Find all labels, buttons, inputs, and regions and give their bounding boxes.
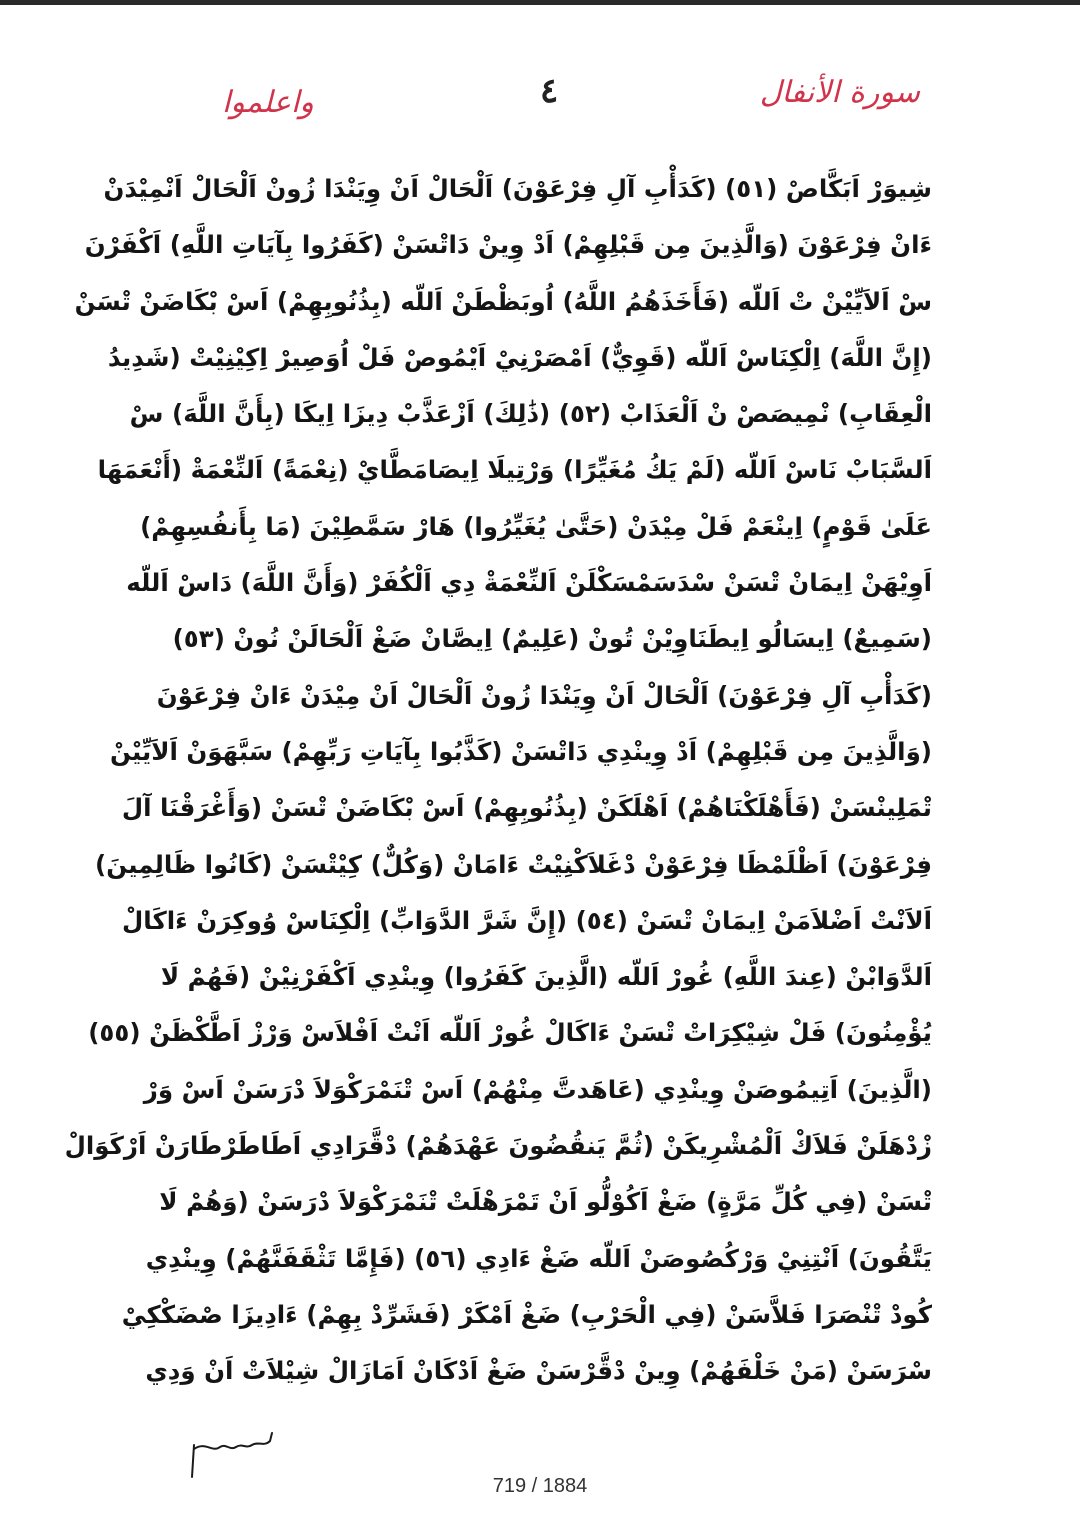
page-number-header: ٤ bbox=[540, 71, 559, 111]
text-line: ءَانْ فِرْعَوْنَ (وَالَّذِينَ مِن قَبْلِهِمْ) اَدْ وِينْ دَاتْسَنْ (كَفَرُوا بِآيَاتِ اللَّهِ) اَكْفَرْنَ bbox=[84, 230, 932, 260]
text-line: (الَّذِينَ) اَتِيمُوصَنْ وِينْدِي (عَاهَدتَّ مِنْهُمْ) اَسْ تْنَمْرَكْوَلاَ دْرَسَنْ اَسْ وَرْ bbox=[143, 1074, 932, 1104]
text-line: تْمَلِينْسَنْ (فَأَهْلَكْنَاهُمْ) اَهْلَكَنْ (بِذُنُوبِهِمْ) اَسْ بْكَاضَنْ تْسَنْ (وَأَغْرَقْنَا آلَ bbox=[121, 793, 932, 823]
text-line: الْعِقَابِ) نْمِيصَصْ نْ اَلْعَذَابْ (٥٢) (ذَٰلِكَ) اَزْعَذَّبْ دِيزَا اِيكَا (بِأَنَّ اللَّهَ) سْ bbox=[129, 399, 932, 429]
text-line: (كَدَأْبِ آلِ فِرْعَوْنَ) اَلْحَالْ اَنْ وِيَنْدَا زُونْ اَلْحَالْ اَنْ مِيْدَنْ ءَانْ فِرْعَوْنَ bbox=[156, 680, 932, 710]
text-line: يُؤْمِنُونَ) فَلْ شِيْكِرَاتْ تْسَنْ ءَاكَالْ غُورْ اَللّه اَنْتْ اَفْلاَسْ وَرْزْ اَطَّكْظَنْ (٥٥) bbox=[88, 1018, 932, 1048]
text-line: سْ اَلاَيِّيْنْ تْ اَللّه (فَأَخَذَهُمُ اللَّهُ) اُوبَظْطَنْ اَللّه (بِذُنُوبِهِمْ) اَسْ بْكَاضَنْ تْسَنْ bbox=[74, 286, 932, 316]
text-line: عَلَىٰ قَوْمٍ) اِينْعَمْ فَلْ مِيْدَنْ (حَتَّىٰ يُغَيِّرُوا) هَارْ سَمَّطِيْنَ (مَا بِأَنفُسِهِمْ) bbox=[140, 511, 932, 541]
page-counter: 719 / 1884 bbox=[492, 1475, 588, 1497]
text-line: شِيوَرْ اَبَكَّاصْ (٥١) (كَدَأْبِ آلِ فِرْعَوْنَ) اَلْحَالْ اَنْ وِيَنْدَا زُونْ اَلْحَالْ اَنْمِيْدَنْ bbox=[103, 174, 932, 203]
text-line: (سَمِيعٌ) اِيسَالُو اِيطَنَاوِيْنْ تُونْ (عَلِيمٌ) اِيصَّانْ ضَغْ اَلْحَالَنْ نُونْ (٥٣) bbox=[172, 624, 932, 654]
section-note-header: واعلموا bbox=[222, 85, 314, 120]
text-line: يَتَّقُونَ) اَنْتِنِيْ وَرْكُصُوصَنْ اَللّه ضَغْ ءَادِي (٥٦) (فَإِمَّا تَثْقَفَنَّهُمْ) وِينْدِي bbox=[145, 1243, 932, 1273]
text-line: كُودْ تْنْصَرَا فَلاَّسَنْ (فِي الْحَرْبِ) ضَغْ اَمْكَرْ (فَشَرِّدْ بِهِمْ) ءَادِيزَا صْضَكْكِيْ bbox=[121, 1299, 932, 1329]
text-line: تْسَنْ (فِي كُلِّ مَرَّةٍ) ضَغْ اَكُوْلُّو اَنْ تَمْرَهْلَتْ تْنَمْرَكْوَلاَ دْرَسَنْ (وَهُمْ لَا bbox=[159, 1187, 932, 1217]
text-line: زْدْهَلَنْ فَلاَكْ اَلْمُشْرِيكَنْ (ثُمَّ يَنقُضُونَ عَهْدَهُمْ) دْقَّرَادِي اَطَاطَرْطَارَنْ اَرْكَوَالْ bbox=[64, 1131, 932, 1161]
text-body bbox=[64, 161, 932, 1400]
text-line: اَلاَنْتْ اَضْلاَمَنْ اِيمَانْ تْسَنْ (٥٤) (إِنَّ شَرَّ الدَّوَابِّ) اِلْكِنَاسْ وُوكِرَنْ ءَاكَالْ bbox=[122, 905, 932, 935]
text-line: اَوِيْهَنْ اِيمَانْ تْسَنْ سْدَسَمْسَكْلَنْ اَلنِّعْمَةْ دِي اَلْكُفَرْ (وَأَنَّ اللَّهَ) دَاسْ اَللّه bbox=[126, 568, 932, 598]
handwritten-catchword bbox=[186, 1427, 282, 1479]
text-line: (وَالَّذِينَ مِن قَبْلِهِمْ) اَدْ وِينْدِي دَاتْسَنْ (كَذَّبُوا بِآيَاتِ رَبِّهِمْ) سَبَّهَوَنْ اَلاَيِّيْنْ bbox=[109, 736, 932, 766]
text-line: سْرَسَنْ (مَنْ خَلْفَهُمْ) وِينْ دْقَّرْسَنْ ضَغْ اَدْكَانْ اَمَازَالْ شِيْلاَتْ اَنْ وَدِي bbox=[145, 1356, 932, 1386]
text-line: اَلسَّبَابْ نَاسْ اَللّه (لَمْ يَكُ مُغَيِّرًا) وَرْتِيلَا اِيصَامَطَّايْ (نِعْمَةً) اَلنِّعْمَةْ (أَنْعَمَهَا bbox=[97, 455, 932, 485]
text-line: فِرْعَوْنَ) اَظْلَمْظَا فِرْعَوْنْ دْغَلاَكْنِيْتْ ءَامَانْ (وَكُلٌّ) كِيْتْسَنْ (كَانُوا ظَالِمِينَ) bbox=[95, 849, 932, 879]
text-line: (إِنَّ اللَّهَ) اِلْكِنَاسْ اَللّه (قَوِيٌّ) اَمْصَرْنِيْ اَيْمُوصْ فَلْ اُوَصِيرْ اِكِيْنِيْتْ (شَدِيدُ bbox=[107, 342, 932, 372]
text-line: اَلدَّوَابْنْ (عِندَ اللَّهِ) غُورْ اَللّه (الَّذِينَ كَفَرُوا) وِينْدِي اَكْفَرْنِيْنْ (فَهُمْ لَا bbox=[160, 962, 932, 992]
surah-name-header: سورة الأنفال bbox=[759, 75, 920, 110]
scanned-page bbox=[0, 5, 1080, 1528]
